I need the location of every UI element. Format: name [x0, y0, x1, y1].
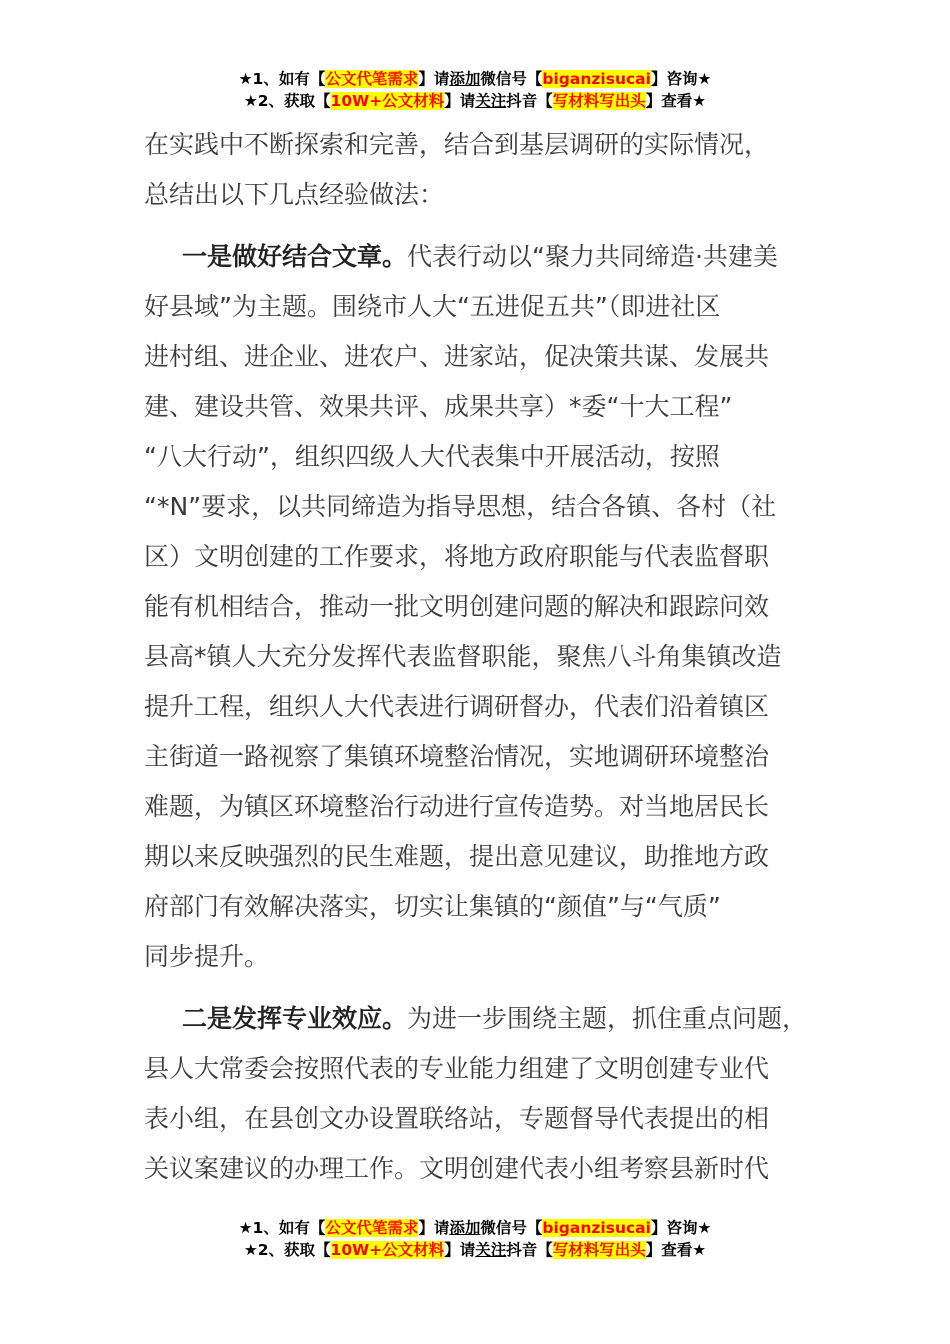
body-text: 为进一步围绕主题，抓住重点问题，: [407, 1004, 808, 1033]
promo-emphasis: 关注: [475, 1241, 507, 1259]
body-line: 总结出以下几点经验做法：: [144, 180, 445, 209]
body-line: 县高*镇人大充分发挥代表监督职能，聚焦八斗角集镇改造: [144, 642, 782, 671]
promo-text: 】查看★: [645, 1241, 707, 1259]
promo-text: ★2、获取【: [243, 92, 331, 110]
promo-text: 】咨询★: [650, 1219, 712, 1237]
body-line: 期以来反映强烈的民生难题，提出意见建议，助推地方政: [144, 842, 770, 871]
paragraph-heading: 一是做好结合文章。: [182, 242, 408, 271]
promo-highlight: 公文代笔需求: [325, 1219, 419, 1237]
promo-text: ★1、如有【: [238, 1219, 326, 1237]
promo-text: 微信号【: [480, 1219, 543, 1237]
promo-emphasis: 关注: [475, 92, 507, 110]
body-line: 提升工程，组织人大代表进行调研督办，代表们沿着镇区: [144, 692, 770, 721]
body-line: 主街道一路视察了集镇环境整治情况，实地调研环境整治: [144, 742, 770, 771]
promo-highlight: 公文代笔需求: [325, 70, 419, 88]
body-line: 关议案建议的办理工作。文明创建代表小组考察县新时代: [144, 1154, 770, 1183]
promo-highlight: 10W+公文材料: [330, 1241, 445, 1259]
body-line: 在实践中不断探索和完善，结合到基层调研的实际情况，: [144, 130, 770, 159]
promo-text: 】请: [444, 92, 476, 110]
document-body: [144, 120, 834, 1194]
body-line: “*N”要求，以共同缔造为指导思想，结合各镇、各村（社: [144, 492, 777, 521]
promo-text: ★2、获取【: [243, 1241, 331, 1259]
body-text: 代表行动以“聚力共同缔造·共建美: [407, 242, 778, 271]
promo-banner-bottom: [0, 1217, 950, 1261]
promo-text: 】请: [418, 70, 450, 88]
promo-text: 】请: [418, 1219, 450, 1237]
paragraph-heading: 二是发挥专业效应。: [182, 1004, 408, 1033]
body-line: 区）文明创建的工作要求，将地方政府职能与代表监督职: [144, 542, 770, 571]
body-line: 建、建设共管、效果共评、成果共享）*委“十大工程”: [144, 392, 733, 421]
body-line: 难题，为镇区环境整治行动进行宣传造势。对当地居民长: [144, 792, 770, 821]
promo-line-2: [0, 1239, 950, 1261]
promo-text: 】咨询★: [650, 70, 712, 88]
body-line: 府部门有效解决落实，切实让集镇的“颜值”与“气质”: [144, 892, 721, 921]
promo-text: 微信号【: [480, 70, 543, 88]
promo-text: 抖音【: [506, 92, 553, 110]
promo-text: 】请: [444, 1241, 476, 1259]
promo-text: 】查看★: [645, 92, 707, 110]
body-line: 进村组、进企业、进农户、进家站，促决策共谋、发展共: [144, 342, 770, 371]
body-line: 好县域”为主题。围绕市人大“五进促五共”（即进社区: [144, 292, 721, 321]
body-line: 同步提升。: [144, 942, 270, 971]
promo-text: ★1、如有【: [238, 70, 326, 88]
promo-highlight: 写材料写出头: [552, 1241, 646, 1259]
body-line: 能有机相结合，推动一批文明创建问题的解决和跟踪问效: [144, 592, 770, 621]
promo-highlight: biganzisucai: [542, 1219, 651, 1237]
body-line: 表小组，在县创文办设置联络站，专题督导代表提出的相: [144, 1104, 770, 1133]
body-line: 县人大常委会按照代表的专业能力组建了文明创建专业代: [144, 1054, 770, 1083]
promo-line-1: [0, 1217, 950, 1239]
promo-line-1: [0, 68, 950, 90]
paragraph-lead-line: [144, 232, 834, 282]
promo-highlight: 10W+公文材料: [330, 92, 445, 110]
promo-highlight: 写材料写出头: [552, 92, 646, 110]
promo-emphasis: 添加: [449, 1219, 481, 1237]
paragraph-lead-line: [144, 994, 834, 1044]
promo-text: 抖音【: [506, 1241, 553, 1259]
body-line: “八大行动”，组织四级人大代表集中开展活动，按照: [144, 442, 720, 471]
promo-highlight: biganzisucai: [542, 70, 651, 88]
promo-banner-top: [0, 68, 950, 112]
promo-line-2: [0, 90, 950, 112]
promo-emphasis: 添加: [449, 70, 481, 88]
